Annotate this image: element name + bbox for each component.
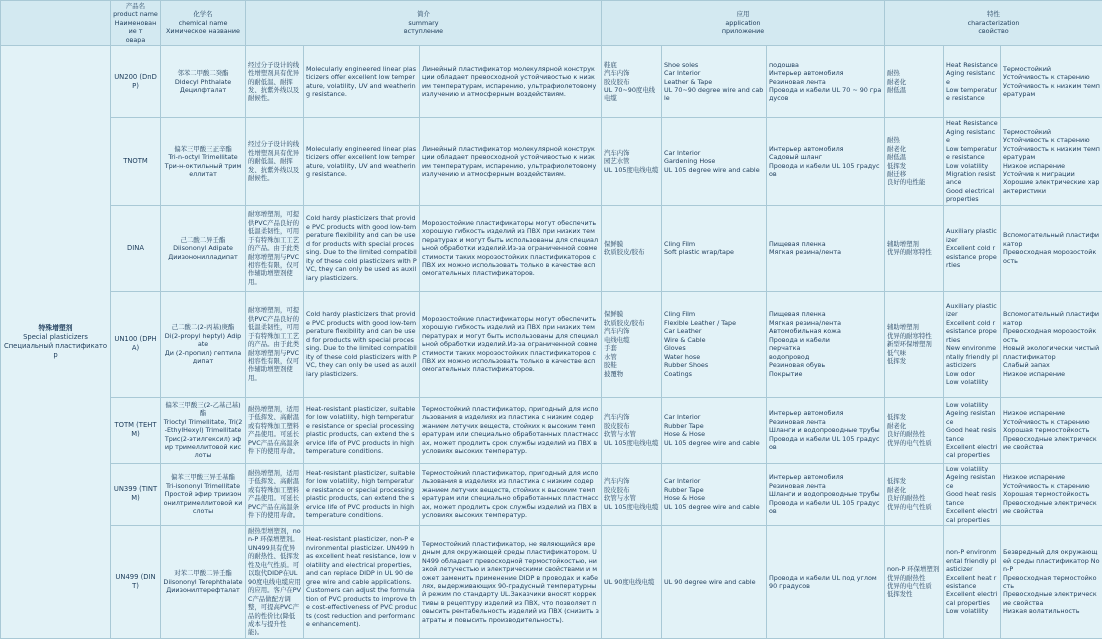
list-item: Good heat resistance [946, 490, 998, 507]
characteristic-en [944, 205, 1001, 291]
product-code: UN100 (DPHA) [111, 291, 161, 397]
list-item: 软管与水管 [604, 430, 659, 438]
list-item: 胶皮胶布 [604, 422, 659, 430]
list-item: Резиновая лента [769, 482, 882, 490]
application-cn [602, 291, 662, 397]
list-item: 耐老化 [887, 486, 941, 494]
list-item: 软质胶皮/胶布 [604, 248, 659, 256]
application-en [662, 291, 767, 397]
characteristic-ru [1001, 525, 1102, 638]
list-item: 汽车内饰 [604, 327, 659, 335]
list-item: Low volatility [946, 378, 998, 386]
list-item: Провода и кабели UL 105 градусов [769, 162, 882, 179]
list-item: UL 105 degree wire and cable [664, 439, 764, 447]
header-text: product name [113, 10, 158, 18]
list-item: Low volatility [946, 465, 998, 473]
header-text: 应用 [604, 10, 882, 18]
characteristic-en [944, 118, 1001, 206]
name-ru: Децилфталат [163, 86, 243, 94]
list-item: 低挥发 [887, 477, 941, 485]
list-item: Low temperature resistance [946, 86, 998, 103]
list-item: New environmentally friendly plasticizers [946, 344, 998, 369]
list-item: Превосходные электрические свойства [1003, 435, 1100, 452]
list-item: 良好的电性能 [887, 178, 941, 186]
list-item: Провода и кабели UL 105 градусов [769, 435, 882, 452]
list-item: 耐热 [887, 69, 941, 77]
list-item: Вспомогательный пластификатор [1003, 231, 1100, 248]
application-ru [767, 397, 885, 463]
list-item: 汽车内饰 [604, 149, 659, 157]
list-item: Leather & Tape [664, 78, 764, 86]
list-item: Aging resistance [946, 128, 998, 145]
application-ru [767, 205, 885, 291]
list-item: Покрытие [769, 370, 882, 378]
list-item: 汽车内饰 [604, 69, 659, 77]
application-en [662, 205, 767, 291]
list-item: Устойчивость к старению [1003, 482, 1100, 490]
list-item: 胶皮胶布 [604, 78, 659, 86]
header-category [1, 1, 111, 46]
header-text: characterization [887, 19, 1100, 27]
list-item: Excellent cold resistance properties [946, 319, 998, 344]
table-row [1, 463, 1102, 525]
list-item: 耐老化 [887, 422, 941, 430]
list-item: 水管 [604, 353, 659, 361]
header-application [602, 1, 885, 46]
name-ru: Диизононилладипат [163, 253, 243, 261]
list-item: Пищевая пленка [769, 240, 882, 248]
list-item: Auxiliary plasticizer [946, 227, 998, 244]
application-ru [767, 525, 885, 638]
category-ru: Специальный пластификатор [3, 342, 108, 360]
list-item: Низкое испарение [1003, 409, 1100, 417]
characteristic-en [944, 46, 1001, 118]
summary-cn: 耐热增塑剂，适用于低挥发、高耐温或有特殊加工塑料产品使用。可延长PVC产品在高温条件下的使用寿命。 [246, 463, 304, 525]
list-item: Migration resistance [946, 170, 998, 187]
characteristic-ru [1001, 291, 1102, 397]
characteristic-cn [885, 463, 944, 525]
list-item: Coatings [664, 370, 764, 378]
summary-en: Molecularly engineered linear plasticizers offer excellent low temperature, volatility, UV and weathering resistance. [304, 118, 420, 206]
list-item: 电缆 [604, 94, 659, 102]
list-item: Садовый шланг [769, 153, 882, 161]
list-item: Auxiliary plasticizer [946, 302, 998, 319]
list-item: Интерьер автомобиля [769, 69, 882, 77]
list-item: Car Interior [664, 413, 764, 421]
application-cn [602, 397, 662, 463]
list-item: 优异的电气性质 [887, 582, 941, 590]
characteristic-en [944, 291, 1001, 397]
name-ru: Ди (2-пропил) гептиладипат [163, 349, 243, 366]
list-item: Вспомогательный пластификатор [1003, 310, 1100, 327]
name-en: Tri-isononyl Trimellitate [163, 482, 243, 490]
summary-cn: 经过分子设计的线性增塑剂具有优异的耐低温、耐挥发、抗紫外线以及耐候性。 [246, 118, 304, 206]
application-ru [767, 463, 885, 525]
summary-ru: Линейный пластификатор молекулярной конструкции обладает превосходной устойчивостью к низким температурам, испарению, ультрафиолетовому излучению и атмосферным воздействиям. [420, 46, 602, 118]
characteristic-cn [885, 118, 944, 206]
list-item: 低气味 [887, 349, 941, 357]
list-item: Low temperature resistance [946, 145, 998, 162]
list-item: UL 105度电线电缆 [604, 166, 659, 174]
name-ru: Триc(2-этилгексил) эфир тримеллитовой кислоты [163, 435, 243, 460]
list-item: Excellent electrical properties [946, 443, 998, 460]
application-en [662, 397, 767, 463]
summary-en: Heat-resistant plasticizer, suitable for low volatility, high temperature resistance or special processing plastic products, can extend the service life of PVC products in high temperature conditions. [304, 397, 420, 463]
list-item: Устойчивость к старению [1003, 73, 1100, 81]
product-code: UN499 (DINT) [111, 525, 161, 638]
header-text: chemical name [163, 19, 243, 27]
characteristic-cn [885, 46, 944, 118]
header-row [1, 1, 1102, 46]
list-item: Термостойкий [1003, 128, 1100, 136]
summary-cn: 耐热增塑剂，适用于低挥发、高耐温或有特殊加工塑料产品使用。可延长PVC产品在高温条件下的使用寿命。 [246, 397, 304, 463]
list-item: Car Interior [664, 477, 764, 485]
table-row [1, 397, 1102, 463]
summary-cn: 耐寒增塑剂，可提供PVC产品良好的低温柔韧性，可用于有特殊加工工艺的产品。由于此类耐寒增塑剂与PVC相容性有限，仅可作辅助增塑剂使用。 [246, 205, 304, 291]
list-item: Резиновая лента [769, 78, 882, 86]
list-item: UL 105 degree wire and cable [664, 503, 764, 511]
list-item: Низкое испарение [1003, 370, 1100, 378]
list-item: Превосходные электрические свойства [1003, 590, 1100, 607]
application-en [662, 525, 767, 638]
list-item: Gardening Hose [664, 157, 764, 165]
name-cn: 对苯二甲酸二异壬酯 [163, 569, 243, 577]
list-item: 低挥发性 [887, 590, 941, 598]
list-item: Rubber Tape [664, 486, 764, 494]
list-item: Хорошая термостойкость [1003, 490, 1100, 498]
list-item: UL 90 degree wire and cable [664, 578, 764, 586]
list-item: Ageing resistance [946, 473, 998, 490]
list-item: Aging resistance [946, 69, 998, 86]
name-en: Diisononyl Terephthalate [163, 578, 243, 586]
application-cn [602, 525, 662, 638]
category-cell [1, 46, 111, 639]
application-ru [767, 118, 885, 206]
list-item: Excellent electrical properties [946, 590, 998, 607]
list-item: 良好的耐热性 [887, 494, 941, 502]
product-code: DINA [111, 205, 161, 291]
header-text: Химическое название [163, 27, 243, 35]
chemical-name [161, 46, 246, 118]
list-item: Мягкая резина/лента [769, 248, 882, 256]
name-en: Diisononyl Adipate [163, 244, 243, 252]
list-item: Пищевая пленка [769, 310, 882, 318]
product-code: UN200 (DnDP) [111, 46, 161, 118]
list-item: UL 70~90度电线 [604, 86, 659, 94]
characteristic-cn [885, 291, 944, 397]
list-item: Good heat resistance [946, 426, 998, 443]
list-item: Низкая волатильность [1003, 607, 1100, 615]
name-en: Trioctyl Trimellitate, Tri(2-EthylHexyl) Trimellitate [163, 418, 243, 435]
list-item: Hose & Hose [664, 494, 764, 502]
list-item: Провода и кабели UL 70 ~ 90 градусов [769, 86, 882, 103]
list-item: 园艺水管 [604, 157, 659, 165]
characteristic-en [944, 397, 1001, 463]
application-ru [767, 46, 885, 118]
list-item: Хорошие электрические характеристики [1003, 178, 1100, 195]
characteristic-ru [1001, 205, 1102, 291]
list-item: UL 105度电线电缆 [604, 503, 659, 511]
list-item: Low volatility [946, 607, 998, 615]
summary-ru: Морозостойкие пластификаторы могут обеспечить хорошую гибкость изделий из ПВХ при низких температурах и могут быть использованы для специальной обработки изделий.Из-за ограниченной совместимости таких морозостойких пластификаторов с ПВХ их можно использовать только в качестве вспомогательных пластификаторов. [420, 205, 602, 291]
list-item: Провода и кабели UL 105 градусов [769, 499, 882, 516]
list-item: Слабый запах [1003, 361, 1100, 369]
list-item: Cling Film [664, 310, 764, 318]
list-item: Мягкая резина/лента [769, 319, 882, 327]
list-item: Безвредный для окружающей среды пластификатор Non-P [1003, 548, 1100, 573]
list-item: 优异的耐寒特性 [887, 332, 941, 340]
list-item: 胶鞋 [604, 361, 659, 369]
category-en: Special plasticizers [3, 333, 108, 342]
list-item: Интерьер автомобиля [769, 409, 882, 417]
list-item: водопровод [769, 353, 882, 361]
list-item: Good electrical properties [946, 187, 998, 204]
summary-cn: 耐热型增塑剂，non-P 环保增塑剂。UN499具有优异的耐热性、低挥发性及电气性质。可以取代DIDP在UL 90度电线电缆应用的应用。客户在PVC产品做配方调整，可提高PVC产品的性价比(降低成本与提升性能)。 [246, 525, 304, 638]
table-row [1, 46, 1102, 118]
list-item: Интерьер автомобиля [769, 145, 882, 153]
application-cn [602, 46, 662, 118]
characteristic-ru [1001, 397, 1102, 463]
list-item: Низкое испарение [1003, 473, 1100, 481]
list-item: 电线电缆 [604, 336, 659, 344]
list-item: Интерьер автомобиля [769, 473, 882, 481]
list-item: Cling Film [664, 240, 764, 248]
name-cn: 己二酸二异壬酯 [163, 236, 243, 244]
header-text: свойство [887, 27, 1100, 35]
summary-ru: Термостойкий пластификатор, пригодный для использования в изделиях из пластика с низким содержанием летучих веществ, стойких к высоким температурам или специально обработанных пластмассах, может продлить срок службы изделий из ПВХ в условиях высоких температур. [420, 397, 602, 463]
application-en [662, 46, 767, 118]
summary-en: Molecularly engineered linear plasticizers offer excellent low temperature, volatility, UV and weathering resistance. [304, 46, 420, 118]
list-item: Heat Resistance [946, 119, 998, 127]
list-item: 新型环保增塑剂 [887, 340, 941, 348]
list-item: перчатка [769, 344, 882, 352]
list-item: Hose & Hose [664, 430, 764, 438]
characteristic-ru [1001, 118, 1102, 206]
header-text: вступление [248, 27, 599, 35]
list-item: Низкое испарение [1003, 162, 1100, 170]
list-item: UL 70~90 degree wire and cable [664, 86, 764, 103]
summary-en: Cold hardy plasticizers that provide PVC products with good low-temperature flexibility and can be used for products with special processing. Due to the limited compatibility of these cold plasticizers with PVC, they can only be used as auxiliary plasticizers. [304, 291, 420, 397]
list-item: Car Interior [664, 149, 764, 157]
chemical-name [161, 525, 246, 638]
list-item: Превосходные электрические свойства [1003, 499, 1100, 516]
name-cn: 己二酸二(2-丙基)庚酯 [163, 323, 243, 331]
list-item: 优异的耐寒特性 [887, 248, 941, 256]
list-item: UL 90度电线电缆 [604, 578, 659, 586]
list-item: Устойчивость к старению [1003, 136, 1100, 144]
name-ru: Простой эфир триизононилтримеллитовой кислоты [163, 490, 243, 515]
product-code: UN399 (TINTM) [111, 463, 161, 525]
header-chemical-name [161, 1, 246, 46]
header-text: 产品名 [113, 2, 158, 10]
list-item: non-P 环保增塑剂 [887, 565, 941, 573]
name-cn: 邻苯二甲酸二癸酯 [163, 69, 243, 77]
summary-ru: Линейный пластификатор молекулярной конструкции обладает превосходной устойчивостью к низким температурам, испарению, ультрафиолетовому излучению и атмосферным воздействиям. [420, 118, 602, 206]
list-item: Water hose [664, 353, 764, 361]
list-item: 低挥发 [887, 413, 941, 421]
category-cn: 特殊增塑剂 [3, 324, 108, 333]
list-item: non-P environmental friendly plasticizer [946, 548, 998, 573]
summary-cn: 耐寒增塑剂，可提供PVC产品良好的低温柔韧性，可用于有特殊加工工艺的产品。由于此类耐寒增塑剂与PVC相容性有限，仅可作辅助增塑剂使用。 [246, 291, 304, 397]
summary-ru: Термостойкий пластификатор, не являющийся вредным для окружающей среды пластификатором. UN499 обладает превосходной термостойкостью, низкой летучестью и электрическими свойствами и может заменить применение DIDP в проводах и кабелях, выдерживающих 90-градусный температурный режим по стандарту UL.Заказчики вносят коррективы в рецептуру изделий из ПВХ, что позволяет повысить рентабельность изделий из ПВХ (снизить затраты и повысить производительность). [420, 525, 602, 638]
name-en: Dldecyl Phthalate [163, 78, 243, 86]
list-item: Новый экологически чистый пластификатор [1003, 344, 1100, 361]
list-item: 保鲜膜 [604, 240, 659, 248]
list-item: Heat Resistance [946, 61, 998, 69]
list-item: Хорошая термостойкость [1003, 426, 1100, 434]
list-item: Rubber Shoes [664, 361, 764, 369]
list-item: Провода и кабели [769, 336, 882, 344]
list-item: 耐老化 [887, 145, 941, 153]
header-characteristic [885, 1, 1102, 46]
characteristic-cn [885, 397, 944, 463]
list-item: 良好的耐热性 [887, 430, 941, 438]
list-item: Soft plastic wrap/tape [664, 248, 764, 256]
list-item: 辅助增塑剂 [887, 323, 941, 331]
list-item: UL 105 degree wire and cable [664, 166, 764, 174]
list-item: Шланги и водопроводные трубы [769, 490, 882, 498]
chemical-name [161, 291, 246, 397]
header-text: Наименование т [113, 19, 158, 36]
list-item: Excellent heat resistance [946, 574, 998, 591]
characteristic-cn [885, 525, 944, 638]
table-row [1, 291, 1102, 397]
summary-cn: 经过分子设计的线性增塑剂具有优异的耐低温、耐挥发、抗紫外线以及耐候性。 [246, 46, 304, 118]
list-item: Резиновая обувь [769, 361, 882, 369]
name-en: Tri-n-octyl Trimellitate [163, 153, 243, 161]
list-item: Устойчивость к старению [1003, 418, 1100, 426]
header-text: овара [113, 36, 158, 44]
list-item: Ageing resistance [946, 409, 998, 426]
list-item: 胶皮胶布 [604, 486, 659, 494]
list-item: Low volatility [946, 162, 998, 170]
list-item: 披覆物 [604, 370, 659, 378]
chemical-name [161, 205, 246, 291]
list-item: Термостойкий [1003, 65, 1100, 73]
name-en: Di(2-propyl heptyl) Adipate [163, 332, 243, 349]
application-cn [602, 118, 662, 206]
list-item: Low volatility [946, 401, 998, 409]
list-item: Превосходная морозостойкость [1003, 327, 1100, 344]
characteristic-ru [1001, 46, 1102, 118]
table-row [1, 525, 1102, 638]
header-text: 化学名 [163, 10, 243, 18]
application-cn [602, 205, 662, 291]
summary-ru: Термостойкий пластификатор, пригодный для использования в изделиях из пластика с низким содержанием летучих веществ, стойких к высоким температурам или специально обработанных пластмассах, может продлить срок службы изделий из ПВХ в условиях высоких температур. [420, 463, 602, 525]
list-item: Car Leather [664, 327, 764, 335]
list-item: 鞋底 [604, 61, 659, 69]
header-text: 简介 [248, 10, 599, 18]
list-item: Провода и кабели UL под углом 90 градусов [769, 574, 882, 591]
list-item: 软管与水管 [604, 494, 659, 502]
list-item: Wire & Cable [664, 336, 764, 344]
name-cn: 偏苯三甲酸三异壬基酯 [163, 473, 243, 481]
table-row [1, 118, 1102, 206]
summary-ru: Морозостойкие пластификаторы могут обеспечить хорошую гибкость изделий из ПВХ при низких температурах и могут быть использованы для специальной обработки изделий.Из-за ограниченной совместимости таких морозостойких пластификаторов с ПВХ их можно использовать только в качестве вспомогательных пластификаторов. [420, 291, 602, 397]
list-item: 汽车内饰 [604, 477, 659, 485]
list-item: Превосходная термостойкость [1003, 574, 1100, 591]
table-row [1, 205, 1102, 291]
list-item: 保鲜膜 [604, 310, 659, 318]
list-item: 低挥发 [887, 357, 941, 365]
characteristic-en [944, 525, 1001, 638]
product-code: TOTM (TEHTM) [111, 397, 161, 463]
summary-en: Heat-resistant plasticizer, suitable for low volatility, high temperature resistance or special processing plastic products, can extend the service life of PVC products in high temperature conditions. [304, 463, 420, 525]
characteristic-cn [885, 205, 944, 291]
chemical-name [161, 463, 246, 525]
list-item: Автомобильная кожа [769, 327, 882, 335]
list-item: Устойчивость к низким температурам [1003, 145, 1100, 162]
header-text: application [604, 19, 882, 27]
list-item: подошва [769, 61, 882, 69]
product-code: TNOTM [111, 118, 161, 206]
header-product-name [111, 1, 161, 46]
list-item: 辅助增塑剂 [887, 240, 941, 248]
chemical-name [161, 397, 246, 463]
characteristic-ru [1001, 463, 1102, 525]
header-summary [246, 1, 602, 46]
list-item: 优异的电气性质 [887, 439, 941, 447]
list-item: 耐低温 [887, 153, 941, 161]
characteristic-en [944, 463, 1001, 525]
list-item: 耐低温 [887, 86, 941, 94]
list-item: 低挥发 [887, 162, 941, 170]
list-item: 耐老化 [887, 78, 941, 86]
list-item: 优异的耐热性 [887, 574, 941, 582]
list-item: Flexible Leather / Tape [664, 319, 764, 327]
list-item: Превосходная морозостойкость [1003, 248, 1100, 265]
list-item: Gloves [664, 344, 764, 352]
name-ru: Три-н-октильный тримеллитат [163, 162, 243, 179]
list-item: Excellent cold resistance properties [946, 244, 998, 269]
header-text: 特性 [887, 10, 1100, 18]
list-item: Устойчив к миграции [1003, 170, 1100, 178]
list-item: Rubber Tape [664, 422, 764, 430]
list-item: 优异的电气性质 [887, 503, 941, 511]
application-en [662, 463, 767, 525]
header-text: приложение [604, 27, 882, 35]
list-item: Shoe soles [664, 61, 764, 69]
application-cn [602, 463, 662, 525]
list-item: Car Interior [664, 69, 764, 77]
name-ru: Диизонилтерефталат [163, 586, 243, 594]
chemical-name [161, 118, 246, 206]
list-item: UL 105度电线电缆 [604, 439, 659, 447]
list-item: 汽车内饰 [604, 413, 659, 421]
list-item: Excellent electrical properties [946, 507, 998, 524]
list-item: 手套 [604, 344, 659, 352]
summary-en: Heat-resistant plasticizer, non-P environmental plasticizer. UN499 has excellent heat resistance, low volatility and electrical properties, and can replace DIDP in UL 90 degree wire and cable applications. Customers can adjust the formulation of PVC products to improve the cost-effectiveness of PVC products (cost reduction and performance enhancement). [304, 525, 420, 638]
application-ru [767, 291, 885, 397]
name-cn: 偏苯三甲酸三正辛酯 [163, 145, 243, 153]
application-en [662, 118, 767, 206]
header-text: summary [248, 19, 599, 27]
list-item: Low odor [946, 370, 998, 378]
list-item: Шланги и водопроводные трубы [769, 426, 882, 434]
list-item: 耐热 [887, 136, 941, 144]
list-item: 耐迁移 [887, 170, 941, 178]
summary-en: Cold hardy plasticizers that provide PVC products with good low-temperature flexibility and can be used for products with special processing. Due to the limited compatibility of these cold plasticizers with PVC, they can only be used as auxiliary plasticizers. [304, 205, 420, 291]
name-cn: 偏苯三甲酸三(2-乙基己基)酯 [163, 401, 243, 418]
list-item: 软质胶皮/胶布 [604, 319, 659, 327]
list-item: Резиновая лента [769, 418, 882, 426]
list-item: Устойчивость к низким температурам [1003, 82, 1100, 99]
